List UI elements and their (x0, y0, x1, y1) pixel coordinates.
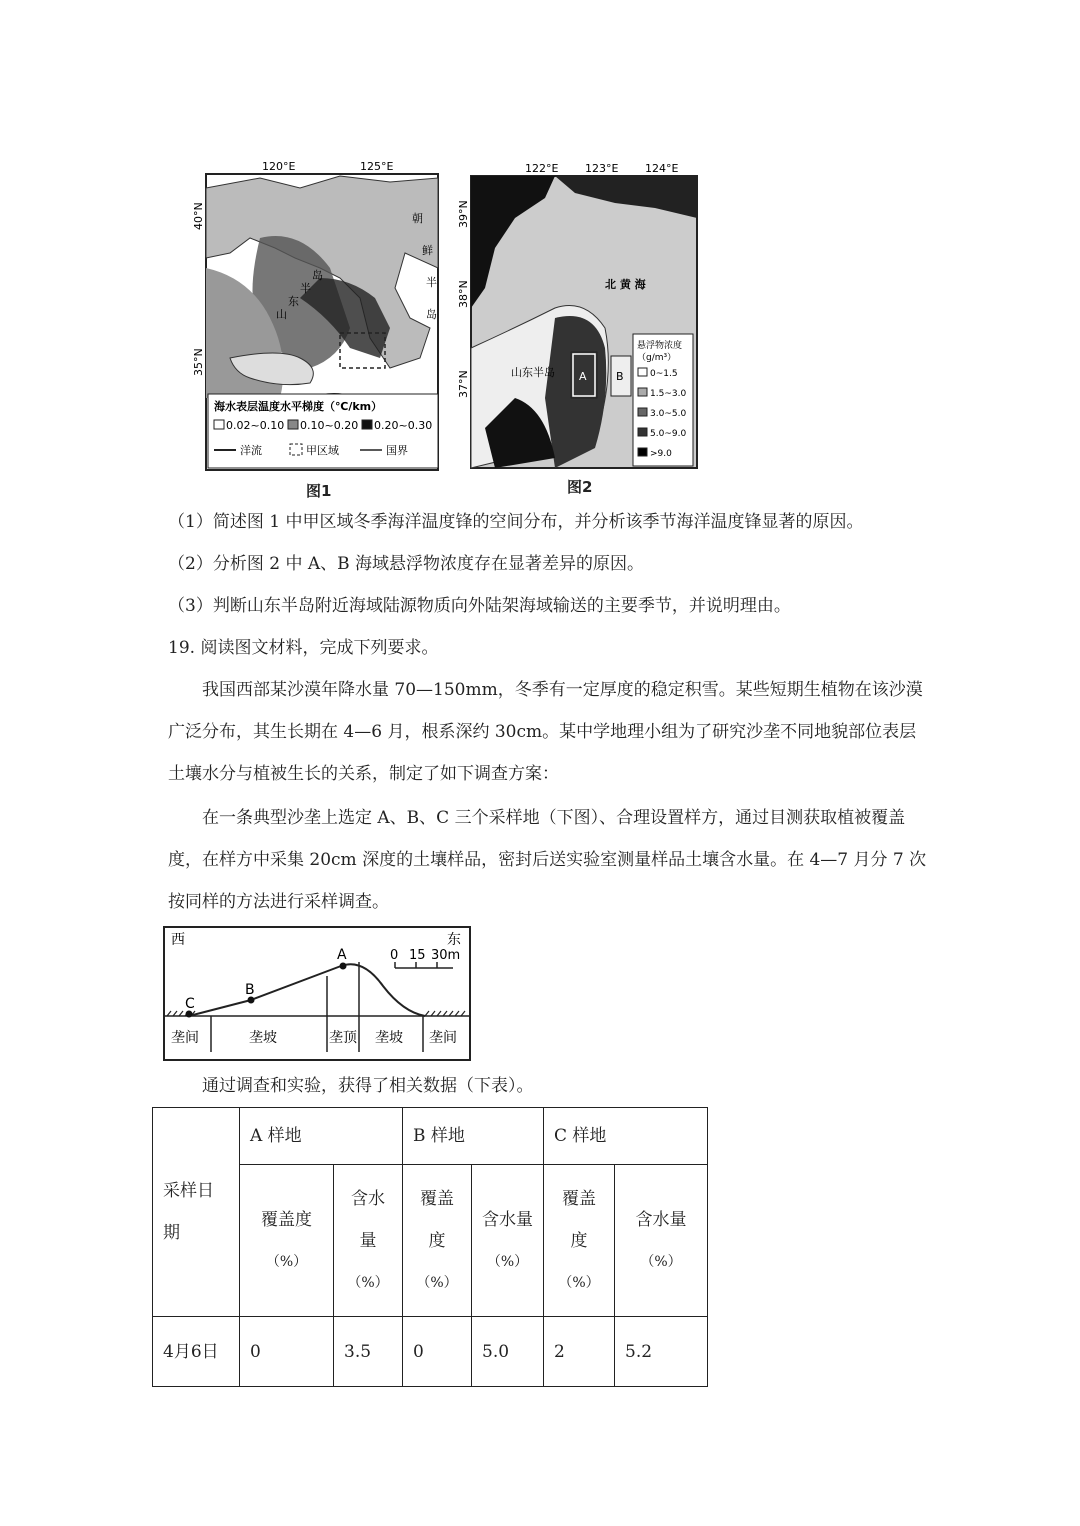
scale-label-0: 0 (390, 948, 399, 963)
fig2-lat-39: 39°N (457, 200, 470, 228)
table-col-cover-c (544, 1165, 615, 1317)
fig1-legend-item-2: 0.10~0.20 (300, 419, 359, 432)
figure-1-caption: 图1 (306, 482, 332, 500)
fig1-legend-item-3: 0.20~0.30 (374, 419, 433, 432)
scale-label-15: 15 (409, 948, 426, 963)
fig1-place-6: 鲜 (422, 244, 433, 257)
fig1-place-2: 东 (288, 295, 299, 308)
fig2-legend-item-5: >9.0 (650, 449, 672, 459)
fig2-legend-unit: （g/m³） (637, 353, 677, 363)
water-b-label: 含水量 (482, 1209, 533, 1230)
sampling-data-table (152, 1107, 708, 1387)
dune-profile-diagram (163, 926, 473, 1062)
row-water-c: 5.2 (615, 1317, 708, 1387)
figure-1-map (190, 158, 450, 478)
segment-interdune-east: 垄间 (429, 1030, 457, 1046)
row-cover-a: 0 (240, 1317, 334, 1387)
fig1-lat-35: 35°N (192, 348, 205, 376)
fig2-legend-item-1: 0~1.5 (650, 369, 678, 379)
table-col-cover-b (403, 1165, 472, 1317)
fig1-lat-40: 40°N (192, 202, 205, 230)
fig1-lon-125: 125°E (360, 160, 394, 173)
water-b-unit: （%） (486, 1253, 529, 1270)
fig2-land-label: 山东半岛 (511, 366, 555, 379)
fig1-place-3: 半 (300, 282, 311, 295)
profile-west: 西 (171, 932, 185, 948)
cover-c-label: 覆盖度 (562, 1188, 596, 1251)
table-col-water-c (615, 1165, 708, 1317)
cover-c-unit: （%） (558, 1274, 600, 1291)
segment-slope-east: 垄坡 (375, 1030, 403, 1046)
row-water-a: 3.5 (334, 1317, 403, 1387)
fig2-lat-38: 38°N (457, 280, 470, 308)
fig1-place-8: 岛 (426, 308, 437, 321)
profile-point-a: A (337, 947, 347, 963)
fig1-legend-border: 国界 (386, 444, 408, 457)
table-header-date-text: 采样日期 (163, 1181, 214, 1243)
table-header-site-a: A 样地 (240, 1108, 403, 1165)
fig1-place-7: 半 (426, 276, 437, 289)
cover-a-unit: （%） (265, 1253, 308, 1270)
table-row (153, 1317, 708, 1387)
table-col-water-a (334, 1165, 403, 1317)
fig2-sea-label: 北 黄 海 (605, 278, 646, 291)
fig1-lon-120: 120°E (262, 160, 296, 173)
cover-b-label: 覆盖度 (420, 1188, 454, 1251)
scale-label-30: 30m (431, 948, 461, 963)
table-header-date (153, 1108, 240, 1317)
fig1-place-5: 朝 (412, 212, 423, 225)
table-col-water-b (472, 1165, 544, 1317)
fig1-legend-area: 甲区域 (306, 444, 339, 457)
question-1: （1）简述图 1 中甲区域冬季海洋温度锋的空间分布，并分析该季节海洋温度锋显著的原因。 (168, 512, 864, 532)
table-header-site-b: B 样地 (403, 1108, 544, 1165)
question-19-paragraph-2: 在一条典型沙垄上选定 A、B、C 三个采样地（下图）、合理设置样方，通过目测获取植被覆盖度，在样方中采集 20cm 深度的土壤样品，密封后送实验室测量样品土壤含水量。在 4—7 月分 7 次按同样的方法进行采样调查。 (168, 808, 927, 912)
row-cover-b: 0 (403, 1317, 472, 1387)
profile-east: 东 (447, 932, 461, 948)
profile-point-c: C (185, 996, 195, 1012)
segment-interdune-west: 垄间 (171, 1030, 199, 1046)
question-2: （2）分析图 2 中 A、B 海域悬浮物浓度存在显著差异的原因。 (168, 554, 645, 574)
profile-point-b: B (245, 982, 255, 998)
fig2-lat-37: 37°N (457, 370, 470, 398)
fig2-box-b: B (616, 370, 624, 383)
fig1-place-1: 山 (276, 308, 287, 321)
water-c-unit: （%） (640, 1253, 682, 1270)
fig2-box-a: A (579, 370, 587, 383)
water-a-label: 含水量 (351, 1188, 385, 1251)
question-19-paragraph-1: 我国西部某沙漠年降水量 70—150mm，冬季有一定厚度的稳定积雪。某些短期生植物在该沙漠广泛分布，其生长期在 4—6 月，根系深约 30cm。某中学地理小组为了研究沙垄不同地貌部位表层土壤水分与植被生长的关系，制定了如下调查方案： (168, 680, 923, 784)
cover-b-unit: （%） (416, 1274, 458, 1291)
row-water-b: 5.0 (472, 1317, 544, 1387)
fig2-lon-124: 124°E (645, 162, 679, 175)
fig2-legend-title: 悬浮物浓度 (637, 341, 683, 351)
figure-2-caption: 图2 (567, 478, 593, 496)
fig2-legend-item-2: 1.5~3.0 (650, 389, 687, 399)
fig2-legend-item-4: 5.0~9.0 (650, 429, 687, 439)
fig1-legend-item-1: 0.02~0.10 (226, 419, 285, 432)
figure-2-map (455, 158, 705, 478)
fig1-legend-current: 洋流 (240, 444, 262, 457)
fig1-legend-title: 海水表层温度水平梯度（℃/km） (214, 400, 383, 413)
water-a-unit: （%） (347, 1274, 389, 1291)
segment-slope-west: 垄坡 (249, 1030, 277, 1046)
question-19-header: 19. 阅读图文材料，完成下列要求。 (168, 638, 439, 658)
row-date: 4月6日 (153, 1317, 240, 1387)
fig2-lon-123: 123°E (585, 162, 619, 175)
fig2-lon-122: 122°E (525, 162, 559, 175)
question-3: （3）判断山东半岛附近海域陆源物质向外陆架海域输送的主要季节，并说明理由。 (168, 596, 791, 616)
fig1-place-4: 岛 (312, 269, 323, 282)
row-cover-c: 2 (544, 1317, 615, 1387)
cover-a-label: 覆盖度 (261, 1209, 312, 1230)
table-col-cover-a (240, 1165, 334, 1317)
segment-crest: 垄顶 (329, 1030, 357, 1046)
fig2-legend-item-3: 3.0~5.0 (650, 409, 687, 419)
water-c-label: 含水量 (635, 1209, 687, 1230)
question-19-paragraph-3: 通过调查和实验，获得了相关数据（下表）。 (202, 1076, 534, 1096)
table-header-site-c: C 样地 (544, 1108, 708, 1165)
